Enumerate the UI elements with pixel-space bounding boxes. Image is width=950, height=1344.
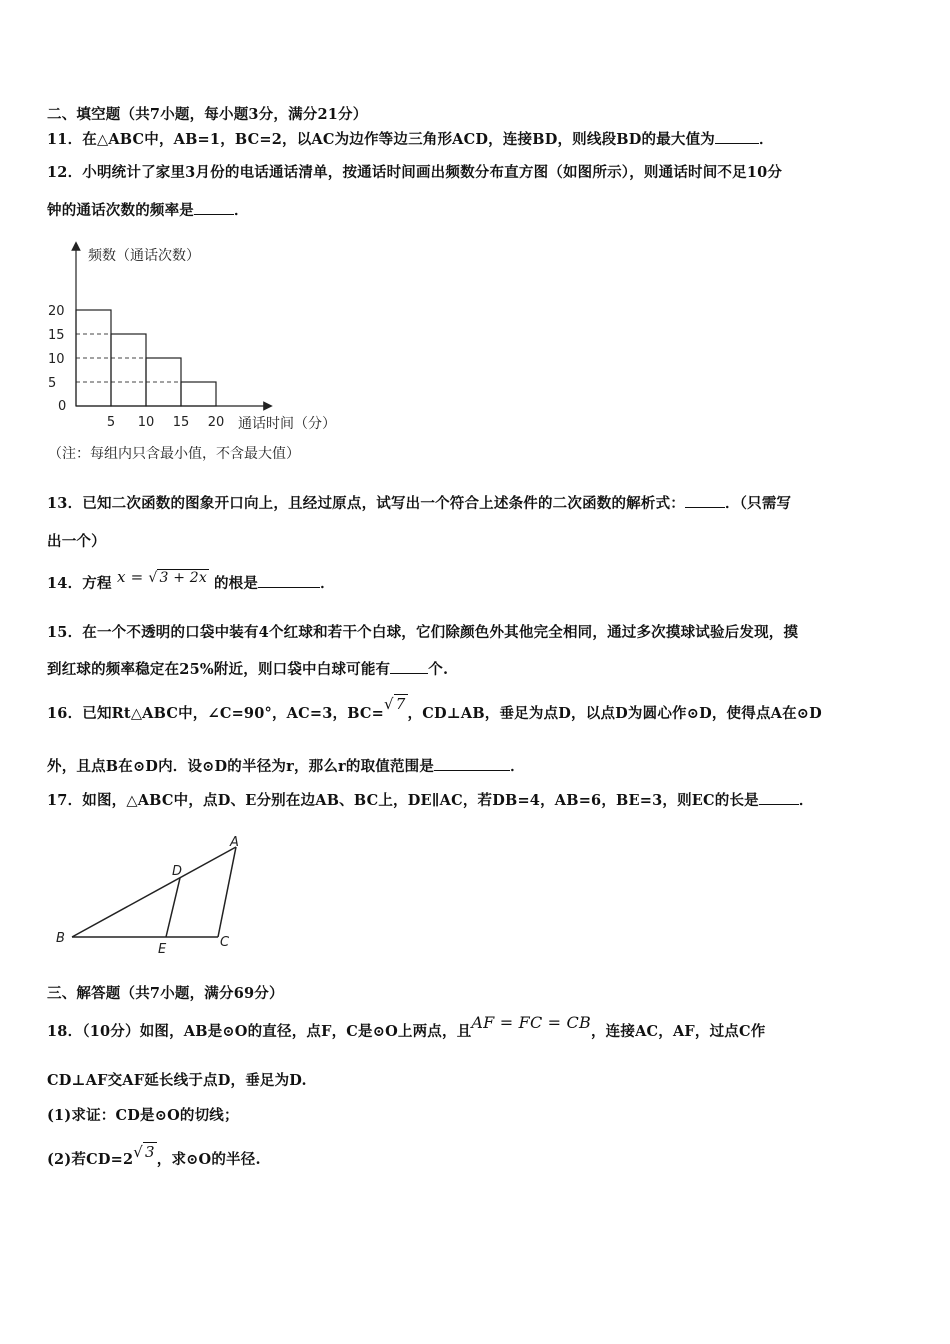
question-18-part1: (1)求证：CD是⊙O的切线； <box>47 1107 239 1124</box>
question-18-line1 <box>47 1013 766 1041</box>
q12-answer-blank[interactable] <box>194 200 234 215</box>
x-axis-label: 通话时间（分） <box>238 416 336 432</box>
q11-answer-blank[interactable] <box>715 129 759 144</box>
q15-text: 到红球的频率稳定在25%附近，则口袋中白球可能有 <box>47 661 391 678</box>
label-d: D <box>172 864 183 879</box>
section3-heading: 三、解答题（共7小题，满分69分） <box>47 985 284 1002</box>
histogram-bar-5-10 <box>111 334 146 406</box>
q14-answer-blank[interactable] <box>258 573 320 588</box>
q18-suffix: ，连接AC，AF，过点C作 <box>590 1023 766 1040</box>
q18-sqrt: √ 3 <box>133 1143 155 1161</box>
question-14 <box>47 568 335 593</box>
q14-end: ． <box>320 575 335 592</box>
y-tick-label: 5 <box>48 376 57 391</box>
q14-equation <box>117 568 214 586</box>
q16-suffix: ，CD⊥AB，垂足为点D，以点D为圆心作⊙D，使得点A在⊙D <box>407 705 822 722</box>
question-17 <box>47 789 814 810</box>
q18-radicand: 3 <box>145 1143 155 1161</box>
q12-end: ． <box>234 202 249 219</box>
x-tick-label: 10 <box>137 415 155 430</box>
y-tick-label: 10 <box>48 352 65 367</box>
q16-radicand: 7 <box>395 695 406 713</box>
question-16-line1 <box>47 695 822 723</box>
y-tick-label: 20 <box>48 304 65 319</box>
section2-heading: 二、填空题（共7小题，每小题3分，满分21分） <box>47 106 368 123</box>
q17-text: 17．如图，△ABC中，点D、E分别在边AB、BC上，DE∥AC，若DB=4，AB=6，BE=3，则EC的长是 <box>47 792 759 809</box>
question-16-line2 <box>47 755 525 776</box>
y-tick-label: 15 <box>48 328 65 343</box>
q16-text: 外，且点B在⊙D内．设⊙D的半径为r，那么r的取值范围是 <box>47 758 435 775</box>
chart-note: （注：每组内只含最小值，不含最大值） <box>48 446 300 462</box>
q18-part2-prefix: (2)若CD=2 <box>47 1151 134 1168</box>
q17-end: ． <box>798 792 814 809</box>
q14-sqrt: √ 3 + 2x <box>148 570 207 586</box>
triangle-figure <box>48 830 268 960</box>
side-ca <box>218 847 236 937</box>
q16-answer-blank[interactable] <box>434 756 510 771</box>
x-tick-label: 20 <box>207 415 225 430</box>
x-tick-label: 15 <box>172 415 190 430</box>
q12-text: 钟的通话次数的频率是 <box>47 202 194 219</box>
q11-text: 11．在△ABC中，AB=1，BC=2，以AC为边作等边三角形ACD，连接BD，则线段BD的最大值为 <box>47 131 716 148</box>
question-13-line2: 出一个） <box>47 533 106 550</box>
q14-suffix: 的根是 <box>213 575 259 592</box>
q18-prefix: 18．（10分）如图，AB是⊙O的直径，点F，C是⊙O上两点，且 <box>47 1023 472 1040</box>
q14-eq-lhs: x <box>116 568 126 586</box>
q14-eq-op: = <box>130 568 144 586</box>
question-12-line2 <box>47 199 249 220</box>
q15-answer-blank[interactable] <box>390 659 428 674</box>
question-15-line2 <box>47 658 448 679</box>
q16-prefix: 16．已知Rt△ABC中，∠C=90°，AC=3，BC= <box>47 705 385 722</box>
q11-end: ． <box>759 131 774 148</box>
question-13-line1 <box>47 492 791 513</box>
q18-part2-suffix: ，求⊙O的半径. <box>156 1151 261 1168</box>
y-axis-label: 频数（通话次数） <box>88 248 200 264</box>
q14-prefix: 14．方程 <box>47 575 112 592</box>
q18-arc-equation: AF = FC = CB <box>471 1013 591 1032</box>
histogram-bar-15-20 <box>181 382 216 406</box>
label-e: E <box>158 942 167 957</box>
q15-end: 个. <box>428 661 449 678</box>
segment-de <box>166 878 180 937</box>
label-a: A <box>230 835 239 850</box>
question-15-line1: 15．在一个不透明的口袋中装有4个红球和若干个白球，它们除颜色外其他完全相同，通过多次摸球试验后发现，摸 <box>47 624 799 641</box>
q13-text: 13．已知二次函数的图象开口向上，且经过原点，试写出一个符合上述条件的二次函数的解析式： <box>47 495 685 512</box>
label-c: C <box>220 935 230 950</box>
question-18-line2: CD⊥AF交AF延长线于点D，垂足为D. <box>47 1072 307 1089</box>
q16-end: ． <box>510 758 525 775</box>
question-18-part2 <box>47 1143 261 1169</box>
q14-radicand: 3 + 2x <box>159 570 207 586</box>
q17-answer-blank[interactable] <box>759 790 799 805</box>
q13-answer-blank[interactable] <box>685 493 725 508</box>
label-b: B <box>56 931 65 946</box>
x-tick-label: 5 <box>106 415 116 430</box>
origin-label: 0 <box>58 399 67 414</box>
side-ab <box>72 847 236 937</box>
q16-sqrt: √ 7 <box>384 695 406 713</box>
q13-end: ．（只需写 <box>724 495 792 512</box>
question-12-line1: 12．小明统计了家里3月份的电话通话清单，按通话时间画出频数分布直方图（如图所示），则通话时间不足10分 <box>47 164 783 181</box>
histogram-chart <box>40 238 370 468</box>
question-11 <box>47 128 774 149</box>
